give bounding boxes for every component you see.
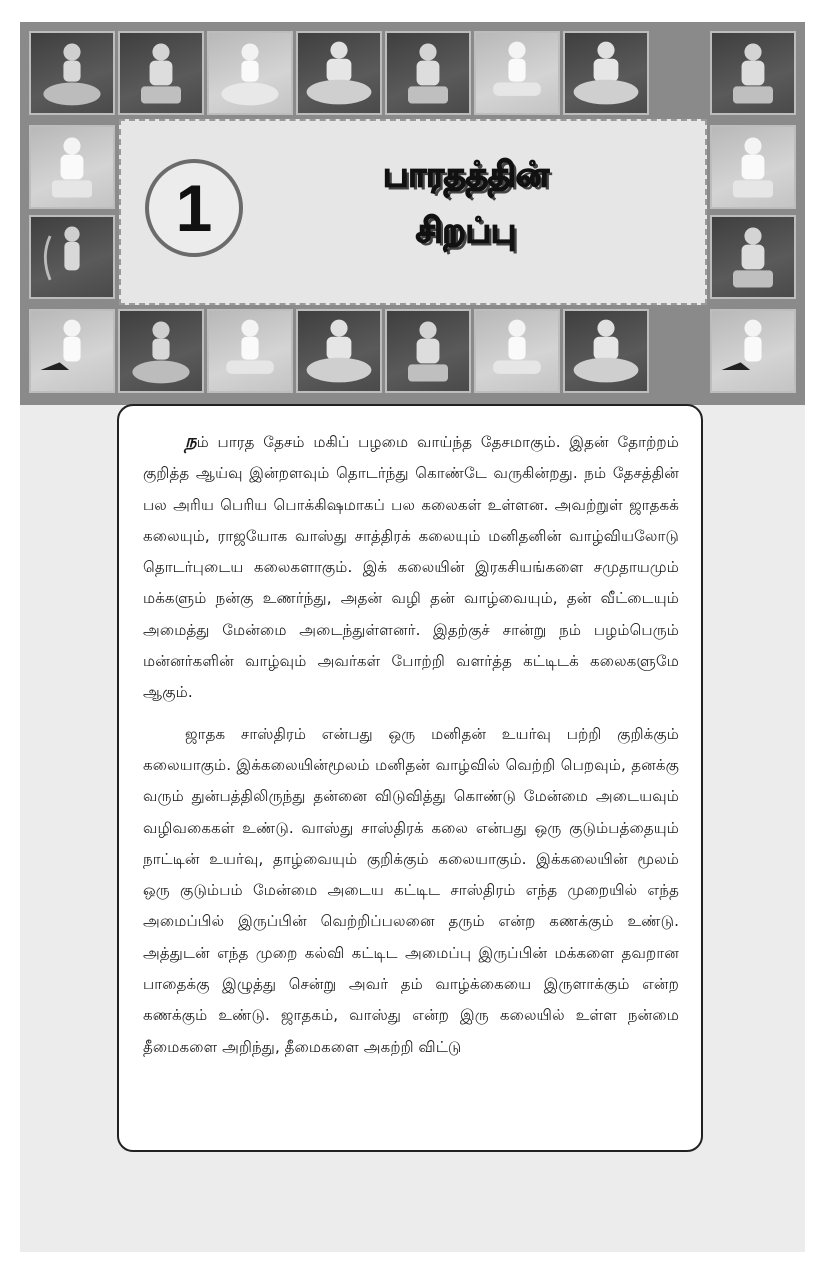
deity-tile-seated-icon	[118, 31, 204, 115]
chapter-title-panel	[119, 119, 707, 305]
deity-tile-horse-rider-icon	[207, 309, 293, 393]
chapter-title-line-2: சிறப்பு	[415, 211, 517, 251]
deity-tile-crow-rider-icon	[710, 309, 796, 393]
deity-tile-crow-rider-icon	[29, 309, 115, 393]
deity-tile-seated-icon	[385, 309, 471, 393]
body-text-box	[117, 404, 703, 1152]
deity-tile-chariot-icon	[296, 309, 382, 393]
deity-tile-archer-icon	[29, 215, 115, 299]
chapter-title-line-1: பாரதத்தின்	[383, 155, 549, 195]
deity-tile-seated-icon	[385, 31, 471, 115]
deity-tile-horse-rider-icon	[474, 309, 560, 393]
paragraph-1	[143, 426, 679, 709]
deity-tile-lion-rider-icon	[118, 309, 204, 393]
paragraph-1-text: ம் பாரத தேசம் மகிப் பழமை வாய்ந்த தேசமாகும். இதன் தோற்றம் குறித்த ஆய்வு இன்றளவும் தொடர்ந்து கொண்டே வருகின்றது. நம் தேசத்தின் பல அரிய பெரிய பொக்கிஷமாகப் பல கலைகள் உள்ளன. அவற்றுள் ஜாதகக் கலையும், ராஜயோக வாஸ்து சாத்திரக் கலையும் மனிதனின் வாழ்வியலோடு தொடர்புடைய கலைகளாகும். இக் கலையின் இரகசியங்களை சமுதாயமும் மக்களும் நன்கு உணர்ந்து, அதன் வழி தன் வாழ்வையும், தன் வீட்டையும் அமைத்து மேன்மை அடைந்துள்ளனர். இதற்குச் சான்று நம் பழம்பெரும் மன்னர்களின் வாழ்வும் அவர்கள் போற்றி வளர்த்த கட்டிடக் கலைகளுமே ஆகும்.	[143, 433, 679, 702]
deity-tile-chariot-icon	[563, 309, 649, 393]
deity-tile-lion-rider-icon	[207, 31, 293, 115]
chapter-title	[321, 147, 611, 259]
deity-tile-horse-rider-icon	[474, 31, 560, 115]
chapter-number: 1	[145, 159, 243, 257]
deity-tile-seated-icon	[710, 215, 796, 299]
paragraph-lead-letter: ந	[185, 431, 197, 452]
deity-tile-chariot-icon	[296, 31, 382, 115]
deity-tile-seated-icon	[710, 125, 796, 209]
paragraph-2: ஜாதக சாஸ்திரம் என்பது ஒரு மனிதன் உயர்வு பற்றி குறிக்கும் கலையாகும். இக்கலையின்மூலம் மனிதன் வாழ்வில் வெற்றி பெறவும், தனக்கு வரும் துன்பத்திலிருந்து தன்னை விடுவித்து கொண்டு மேன்மை அடையவும் வழிவகைகள் உண்டு. வாஸ்து சாஸ்திரக் கலை என்பது ஒரு குடும்பத்தையும் நாட்டின் உயர்வு, தாழ்வையும் குறிக்கும் கலையாகும். இக்கலையின் மூலம் ஒரு குடும்பம் மேன்மை அடைய கட்டிட சாஸ்திரம் எந்த முறையில் எந்த அமைப்பில் இருப்பின் வெற்றிப்பலனை தரும் என்ற கணக்கும் உண்டு. அத்துடன் எந்த முறை கல்வி கட்டிட அமைப்பு இருப்பின் மக்களை தவறான பாதைக்கு இழுத்து சென்று அவர் தம் வாழ்க்கையை இருளாக்கும் என்ற கணக்கும் உண்டு. ஜாதகம், வாஸ்து என்ற இரு கலையில் உள்ள நன்மை தீமைகளை அறிந்து, தீமைகளை அகற்றி விட்டு	[143, 724, 679, 1056]
deity-tile-lion-rider-icon	[29, 31, 115, 115]
deity-tile-chariot-icon	[563, 31, 649, 115]
deity-tile-seated-icon	[710, 31, 796, 115]
deity-tile-seated-icon	[29, 125, 115, 209]
